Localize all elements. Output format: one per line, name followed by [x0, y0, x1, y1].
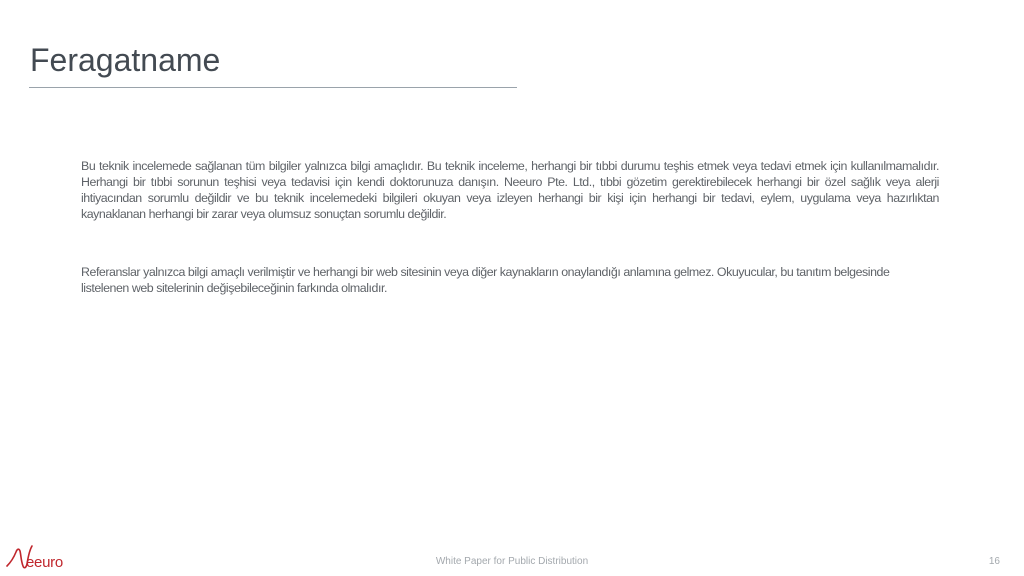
disclaimer-paragraph-2: Referanslar yalnızca bilgi amaçlı verilmiştir ve herhangi bir web sitesinin veya diğer kaynakların onaylandığı anlamına gelmez. Okuyucular, bu tanıtım belgesinde listelenen web sitelerinin değişebileceğinin farkında olmalıdır. — [81, 265, 890, 295]
footer-center-text: White Paper for Public Distribution — [435, 556, 589, 567]
title-underline — [29, 87, 517, 88]
page-number: 16 — [988, 556, 1000, 567]
logo-wordmark: eeuro — [26, 554, 63, 571]
disclaimer-paragraph-1: Bu teknik incelemede sağlanan tüm bilgiler yalnızca bilgi amaçlıdır. Bu teknik inceleme, herhangi bir tıbbi durumu teşhis etmek veya tedavi etmek için kullanılmamalıdır. Herhangi bir tıbbi sorunun teşhisi veya tedavisi için kendi doktorunuza danışın. Neeuro Pte. Ltd., tıbbi gözetim gerektirebilecek herhangi bir özel sağlık veya alerji ihtiyacından sorumlu değildir ve bu teknik incelemedeki bilgileri okuyan veya izleyen herhangi bir kişi için herhangi bir tedavi, eylem, uygulama veya hazırlıktan kaynaklanan herhangi bir zarar veya olumsuz sonuçtan sorumlu değildir. — [81, 159, 939, 221]
slide-title: Feragatname — [30, 42, 221, 78]
footer-distribution-note — [0, 555, 1024, 569]
disclaimer-body — [81, 158, 939, 296]
